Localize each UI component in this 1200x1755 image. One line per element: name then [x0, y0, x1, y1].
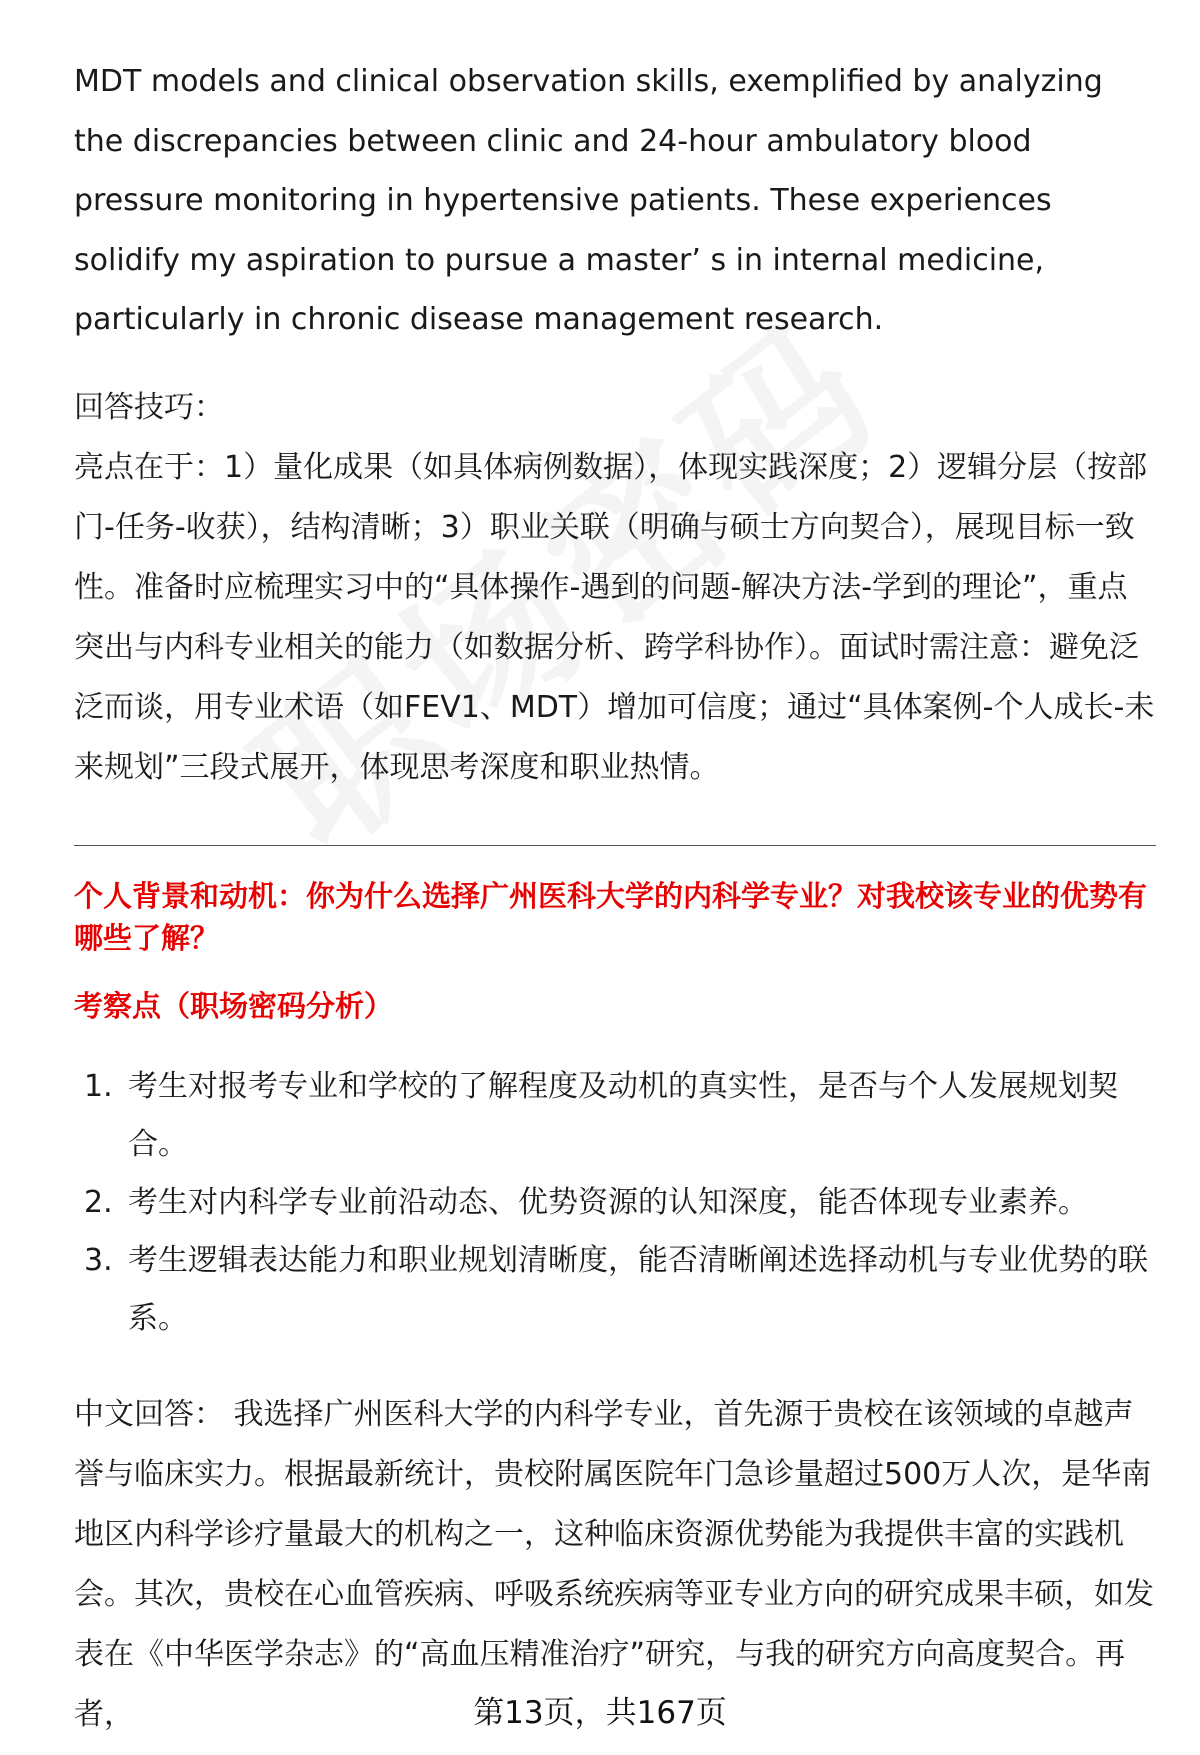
point-text: 考生对内科学专业前沿动态、优势资源的认知深度，能否体现专业素养。: [128, 1185, 1088, 1220]
tips-label: 回答技巧：: [74, 390, 224, 425]
assessment-point: [74, 1058, 1156, 1174]
point-text: 考生逻辑表达能力和职业规划清晰度，能否清晰阐述选择动机与专业优势的联系。: [128, 1243, 1148, 1336]
answer-label: 中文回答：: [74, 1397, 224, 1432]
answer-text: 我选择广州医科大学的内科学专业，首先源于贵校在该领域的卓越声誉与临床实力。根据最新统计，贵校附属医院年门急诊量超过500万人次，是华南地区内科学诊疗量最大的机构之一，这种临床资源优势能为我提供丰富的实践机会。其次，贵校在心血管疾病、呼吸系统疾病等亚专业方向的研究成果丰硕，如发表在《中华医学杂志》的“高血压精准治疗”研究，与我的研究方向高度契合。再者，: [74, 1397, 1154, 1732]
section-divider: [74, 845, 1156, 846]
page-footer: 第13页，共167页: [473, 1695, 727, 1731]
assessment-point: [74, 1232, 1156, 1348]
intro-paragraph: MDT models and clinical observation skills, exemplified by analyzing the discrepancies between clinic and 24-hour ambulatory blood pressure monitoring in hypertensive patients. These experiences solidify my aspiration to pursue a master’ s in internal medicine, particularly in chronic disease management research.: [74, 64, 1103, 337]
question-heading: 个人背景和动机：你为什么选择广州医科大学的内科学专业？对我校该专业的优势有哪些了解？: [74, 879, 1148, 955]
tips-body: 亮点在于：1）量化成果（如具体病例数据），体现实践深度；2）逻辑分层（按部门-任务-收获），结构清晰；3）职业关联（明确与硕士方向契合），展现目标一致性。准备时应梳理实习中的“具体操作-遇到的问题-解决方法-学到的理论”，重点突出与内科专业相关的能力（如数据分析、跨学科协作）。面试时需注意：避免泛泛而谈，用专业术语（如FEV1、MDT）增加可信度；通过“具体案例-个人成长-未来规划”三段式展开，体现思考深度和职业热情。: [74, 450, 1155, 785]
assessment-title: 考察点（职场密码分析）: [74, 989, 394, 1023]
point-text: 考生对报考专业和学校的了解程度及动机的真实性，是否与个人发展规划契合。: [128, 1069, 1118, 1162]
assessment-point: [74, 1174, 1156, 1232]
point-number: 3.: [84, 1243, 113, 1278]
point-number: 2.: [84, 1185, 113, 1220]
point-number: 1.: [84, 1069, 113, 1104]
assessment-points: [74, 1058, 1156, 1348]
